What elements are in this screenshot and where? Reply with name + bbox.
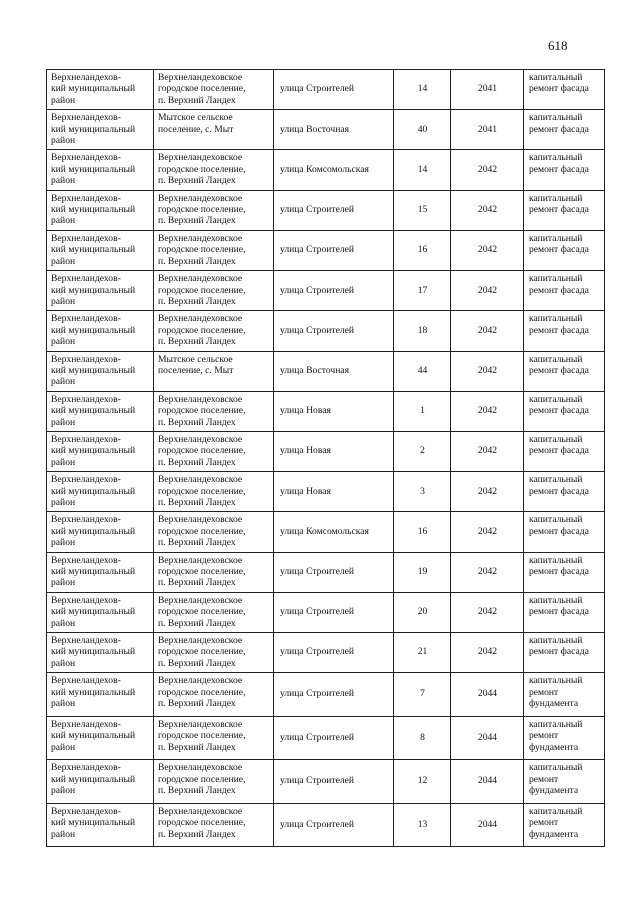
street-cell: улица Строителей — [274, 592, 394, 632]
house-number-cell: 1 — [394, 391, 451, 431]
street-cell: улица Новая — [274, 431, 394, 471]
cell-text-line: ремонт фасада — [529, 204, 589, 216]
year-cell: 2041 — [451, 70, 524, 110]
cell-text-line: Верхнеландеховское — [158, 718, 243, 730]
district-cell — [47, 110, 154, 150]
settlement-cell — [154, 311, 274, 351]
cell-text-line: район — [51, 698, 76, 710]
cell-text-line: капитальный — [529, 232, 583, 244]
table-row — [47, 512, 605, 552]
cell-text-line: п. Верхний Ландех — [158, 785, 236, 797]
cell-text-line: кий муниципальный — [51, 606, 136, 618]
cell-text-line: Верхнеландеховское — [158, 675, 243, 687]
cell-text-line: п. Верхний Ландех — [158, 255, 236, 267]
cell-text-line: капитальный — [529, 594, 583, 606]
cell-text-line: Верхнеландеховское — [158, 152, 243, 164]
cell-text-line: кий муниципальный — [51, 646, 136, 658]
cell-text-line: ремонт фасада — [529, 324, 589, 336]
cell-text-line: кий муниципальный — [51, 123, 136, 135]
cell-text-line: район — [51, 295, 76, 307]
cell-text-line: Верхнеландеховское — [158, 273, 243, 285]
district-cell — [47, 391, 154, 431]
cell-text-line: район — [51, 135, 76, 147]
table-row — [47, 311, 605, 351]
street-cell: улица Строителей — [274, 70, 394, 110]
year-cell: 2044 — [451, 716, 524, 760]
cell-text-line: капитальный — [529, 805, 583, 817]
cell-text-line: Верхнеландехов- — [51, 112, 121, 124]
cell-text-line: район — [51, 255, 76, 267]
cell-text-line: Верхнеландехов- — [51, 72, 121, 83]
cell-text-line: Верхнеландехов- — [51, 192, 121, 204]
house-number-cell: 13 — [394, 803, 451, 847]
cell-text-line: Верхнеландехов- — [51, 762, 121, 774]
cell-text-line: капитальный — [529, 393, 583, 405]
work-type-cell — [524, 271, 605, 311]
settlement-cell — [154, 760, 274, 804]
cell-text-line: п. Верхний Ландех — [158, 456, 236, 468]
cell-text-line: ремонт фасада — [529, 445, 589, 457]
settlement-cell — [154, 472, 274, 512]
year-cell: 2042 — [451, 552, 524, 592]
table-row — [47, 70, 605, 110]
cell-text-line: Верхнеландеховское — [158, 635, 243, 647]
work-type-cell — [524, 472, 605, 512]
work-type-cell — [524, 552, 605, 592]
cell-text-line: ремонт — [529, 817, 559, 829]
cell-text-line: капитальный — [529, 112, 583, 124]
cell-text-line: городское поселение, — [158, 324, 246, 336]
cell-text-line: городское поселение, — [158, 244, 246, 256]
table-row — [47, 633, 605, 673]
cell-text-line: капитальный — [529, 635, 583, 647]
table-row — [47, 716, 605, 760]
work-type-cell — [524, 512, 605, 552]
work-type-cell — [524, 592, 605, 632]
cell-text-line: кий муниципальный — [51, 485, 136, 497]
settlement-cell — [154, 552, 274, 592]
year-cell: 2042 — [451, 431, 524, 471]
cell-text-line: кий муниципальный — [51, 284, 136, 296]
settlement-cell — [154, 150, 274, 190]
cell-text-line: район — [51, 785, 76, 797]
settlement-cell — [154, 230, 274, 270]
settlement-cell — [154, 431, 274, 471]
work-type-cell — [524, 391, 605, 431]
table-row — [47, 472, 605, 512]
cell-text-line: капитальный — [529, 72, 583, 83]
house-number-cell: 19 — [394, 552, 451, 592]
year-cell: 2041 — [451, 110, 524, 150]
work-type-cell — [524, 190, 605, 230]
cell-text-line: Верхнеландехов- — [51, 554, 121, 566]
cell-text-line: район — [51, 376, 76, 388]
cell-text-line: кий муниципальный — [51, 730, 136, 742]
year-cell: 2044 — [451, 760, 524, 804]
cell-text-line: городское поселение, — [158, 405, 246, 417]
cell-text-line: кий муниципальный — [51, 163, 136, 175]
house-number-cell: 8 — [394, 716, 451, 760]
cell-text-line: городское поселение, — [158, 204, 246, 216]
year-cell: 2042 — [451, 592, 524, 632]
cell-text-line: ремонт фасада — [529, 83, 589, 95]
cell-text-line: Верхнеландеховское — [158, 762, 243, 774]
cell-text-line: ремонт — [529, 686, 559, 698]
house-number-cell: 7 — [394, 673, 451, 717]
house-number-cell: 14 — [394, 150, 451, 190]
street-cell: улица Строителей — [274, 552, 394, 592]
cell-text-line: городское поселение, — [158, 83, 246, 95]
cell-text-line: городское поселение, — [158, 284, 246, 296]
street-cell: улица Новая — [274, 391, 394, 431]
cell-text-line: п. Верхний Ландех — [158, 416, 236, 428]
cell-text-line: кий муниципальный — [51, 773, 136, 785]
cell-text-line: Верхнеландехов- — [51, 718, 121, 730]
street-cell: улица Комсомольская — [274, 150, 394, 190]
cell-text-line: район — [51, 456, 76, 468]
work-type-cell — [524, 230, 605, 270]
cell-text-line: п. Верхний Ландех — [158, 577, 236, 589]
house-number-cell: 18 — [394, 311, 451, 351]
table-row — [47, 271, 605, 311]
table-row — [47, 190, 605, 230]
work-type-cell — [524, 110, 605, 150]
cell-text-line: кий муниципальный — [51, 445, 136, 457]
street-cell: улица Восточная — [274, 351, 394, 391]
cell-text-line: п. Верхний Ландех — [158, 175, 236, 187]
table-row — [47, 351, 605, 391]
house-number-cell: 20 — [394, 592, 451, 632]
house-number-cell: 2 — [394, 431, 451, 471]
cell-text-line: капитальный — [529, 474, 583, 486]
house-number-cell: 16 — [394, 230, 451, 270]
cell-text-line: кий муниципальный — [51, 525, 136, 537]
year-cell: 2044 — [451, 673, 524, 717]
work-type-cell — [524, 716, 605, 760]
cell-text-line: район — [51, 94, 76, 106]
street-cell: улица Строителей — [274, 673, 394, 717]
year-cell: 2042 — [451, 472, 524, 512]
district-cell — [47, 70, 154, 110]
cell-text-line: район — [51, 657, 76, 669]
cell-text-line: городское поселение, — [158, 485, 246, 497]
cell-text-line: капитальный — [529, 192, 583, 204]
cell-text-line: Верхнеландеховское — [158, 474, 243, 486]
settlement-cell — [154, 633, 274, 673]
cell-text-line: Верхнеландехов- — [51, 273, 121, 285]
table-body — [47, 70, 605, 847]
cell-text-line: капитальный — [529, 554, 583, 566]
cell-text-line: капитальный — [529, 718, 583, 730]
district-cell — [47, 803, 154, 847]
settlement-cell — [154, 716, 274, 760]
house-number-cell: 14 — [394, 70, 451, 110]
street-cell: улица Строителей — [274, 230, 394, 270]
cell-text-line: район — [51, 577, 76, 589]
table-row — [47, 760, 605, 804]
cell-text-line: капитальный — [529, 675, 583, 687]
cell-text-line: капитальный — [529, 353, 583, 365]
cell-text-line: кий муниципальный — [51, 244, 136, 256]
house-number-cell: 16 — [394, 512, 451, 552]
cell-text-line: Верхнеландеховское — [158, 594, 243, 606]
cell-text-line: ремонт фасада — [529, 525, 589, 537]
cell-text-line: п. Верхний Ландех — [158, 741, 236, 753]
cell-text-line: ремонт фасада — [529, 606, 589, 618]
work-type-cell — [524, 311, 605, 351]
year-cell: 2042 — [451, 391, 524, 431]
cell-text-line: ремонт фасада — [529, 405, 589, 417]
cell-text-line: кий муниципальный — [51, 204, 136, 216]
cell-text-line: кий муниципальный — [51, 324, 136, 336]
house-number-cell: 3 — [394, 472, 451, 512]
work-type-cell — [524, 673, 605, 717]
cell-text-line: п. Верхний Ландех — [158, 215, 236, 227]
settlement-cell — [154, 271, 274, 311]
district-cell — [47, 716, 154, 760]
table-row — [47, 230, 605, 270]
table-row — [47, 391, 605, 431]
cell-text-line: кий муниципальный — [51, 566, 136, 578]
cell-text-line: п. Верхний Ландех — [158, 336, 236, 348]
cell-text-line: Верхнеландехов- — [51, 594, 121, 606]
cell-text-line: кий муниципальный — [51, 686, 136, 698]
table-row — [47, 592, 605, 632]
cell-text-line: ремонт фасада — [529, 163, 589, 175]
cell-text-line: капитальный — [529, 514, 583, 526]
cell-text-line: городское поселение, — [158, 163, 246, 175]
street-cell: улица Восточная — [274, 110, 394, 150]
year-cell: 2042 — [451, 512, 524, 552]
cell-text-line: район — [51, 336, 76, 348]
cell-text-line: Верхнеландехов- — [51, 232, 121, 244]
district-cell — [47, 230, 154, 270]
settlement-cell — [154, 391, 274, 431]
cell-text-line: ремонт фасада — [529, 566, 589, 578]
year-cell: 2042 — [451, 150, 524, 190]
cell-text-line: фундамента — [529, 785, 579, 797]
year-cell: 2042 — [451, 311, 524, 351]
street-cell: улица Строителей — [274, 190, 394, 230]
year-cell: 2042 — [451, 190, 524, 230]
district-cell — [47, 311, 154, 351]
cell-text-line: п. Верхний Ландех — [158, 497, 236, 508]
cell-text-line: ремонт фасада — [529, 364, 589, 376]
cell-text-line: капитальный — [529, 313, 583, 325]
street-cell: улица Строителей — [274, 760, 394, 804]
cell-text-line: район — [51, 497, 76, 508]
cell-text-line: Верхнеландехов- — [51, 152, 121, 164]
cell-text-line: городское поселение, — [158, 445, 246, 457]
year-cell: 2042 — [451, 633, 524, 673]
cell-text-line: ремонт фасада — [529, 646, 589, 658]
cell-text-line: городское поселение, — [158, 646, 246, 658]
cell-text-line: ремонт фасада — [529, 284, 589, 296]
district-cell — [47, 271, 154, 311]
work-type-cell — [524, 431, 605, 471]
house-number-cell: 17 — [394, 271, 451, 311]
repair-schedule-table — [46, 69, 605, 847]
cell-text-line: Верхнеландеховское — [158, 554, 243, 566]
cell-text-line: Верхнеландеховское — [158, 805, 243, 817]
cell-text-line: район — [51, 828, 76, 840]
cell-text-line: ремонт фасада — [529, 123, 589, 135]
year-cell: 2042 — [451, 230, 524, 270]
cell-text-line: капитальный — [529, 152, 583, 164]
cell-text-line: кий муниципальный — [51, 364, 136, 376]
cell-text-line: кий муниципальный — [51, 405, 136, 417]
cell-text-line: район — [51, 741, 76, 753]
work-type-cell — [524, 351, 605, 391]
street-cell: улица Строителей — [274, 633, 394, 673]
year-cell: 2042 — [451, 351, 524, 391]
settlement-cell — [154, 110, 274, 150]
cell-text-line: Верхнеландехов- — [51, 635, 121, 647]
cell-text-line: Верхнеландеховское — [158, 192, 243, 204]
cell-text-line: городское поселение, — [158, 525, 246, 537]
cell-text-line: поселение, с. Мыт — [158, 123, 234, 135]
cell-text-line: Верхнеландехов- — [51, 805, 121, 817]
cell-text-line: Верхнеландехов- — [51, 433, 121, 445]
settlement-cell — [154, 592, 274, 632]
cell-text-line: кий муниципальный — [51, 83, 136, 95]
cell-text-line: ремонт фасада — [529, 244, 589, 256]
table-row — [47, 150, 605, 190]
cell-text-line: капитальный — [529, 762, 583, 774]
cell-text-line: городское поселение, — [158, 730, 246, 742]
year-cell: 2042 — [451, 271, 524, 311]
cell-text-line: кий муниципальный — [51, 817, 136, 829]
work-type-cell — [524, 70, 605, 110]
cell-text-line: район — [51, 617, 76, 629]
settlement-cell — [154, 512, 274, 552]
district-cell — [47, 592, 154, 632]
cell-text-line: Верхнеландеховское — [158, 514, 243, 526]
district-cell — [47, 150, 154, 190]
table-row — [47, 673, 605, 717]
district-cell — [47, 673, 154, 717]
district-cell — [47, 472, 154, 512]
cell-text-line: городское поселение, — [158, 566, 246, 578]
cell-text-line: капитальный — [529, 433, 583, 445]
district-cell — [47, 760, 154, 804]
work-type-cell — [524, 803, 605, 847]
cell-text-line: п. Верхний Ландех — [158, 94, 236, 106]
settlement-cell — [154, 803, 274, 847]
cell-text-line: п. Верхний Ландех — [158, 657, 236, 669]
work-type-cell — [524, 150, 605, 190]
work-type-cell — [524, 760, 605, 804]
cell-text-line: ремонт фасада — [529, 485, 589, 497]
cell-text-line: капитальный — [529, 273, 583, 285]
cell-text-line: Верхнеландехов- — [51, 474, 121, 486]
work-type-cell — [524, 633, 605, 673]
cell-text-line: п. Верхний Ландех — [158, 537, 236, 549]
street-cell: улица Строителей — [274, 803, 394, 847]
cell-text-line: район — [51, 175, 76, 187]
cell-text-line: поселение, с. Мыт — [158, 364, 234, 376]
cell-text-line: Верхнеландехов- — [51, 353, 121, 365]
year-cell: 2044 — [451, 803, 524, 847]
cell-text-line: ремонт — [529, 773, 559, 785]
cell-text-line: Верхнеландеховское — [158, 313, 243, 325]
cell-text-line: городское поселение, — [158, 773, 246, 785]
house-number-cell: 21 — [394, 633, 451, 673]
cell-text-line: Мытское сельское — [158, 112, 233, 124]
cell-text-line: район — [51, 416, 76, 428]
cell-text-line: Верхнеландеховское — [158, 72, 243, 83]
cell-text-line: Верхнеландехов- — [51, 313, 121, 325]
settlement-cell — [154, 351, 274, 391]
cell-text-line: Верхнеландеховское — [158, 433, 243, 445]
cell-text-line: фундамента — [529, 698, 579, 710]
district-cell — [47, 190, 154, 230]
house-number-cell: 15 — [394, 190, 451, 230]
cell-text-line: Верхнеландехов- — [51, 514, 121, 526]
cell-text-line: городское поселение, — [158, 817, 246, 829]
table-row — [47, 431, 605, 471]
cell-text-line: Мытское сельское — [158, 353, 233, 365]
district-cell — [47, 552, 154, 592]
street-cell: улица Новая — [274, 472, 394, 512]
cell-text-line: п. Верхний Ландех — [158, 828, 236, 840]
table-row — [47, 110, 605, 150]
house-number-cell: 12 — [394, 760, 451, 804]
cell-text-line: п. Верхний Ландех — [158, 295, 236, 307]
district-cell — [47, 351, 154, 391]
table-row — [47, 803, 605, 847]
house-number-cell: 44 — [394, 351, 451, 391]
settlement-cell — [154, 190, 274, 230]
district-cell — [47, 633, 154, 673]
cell-text-line: фундамента — [529, 828, 579, 840]
cell-text-line: Верхнеландеховское — [158, 393, 243, 405]
street-cell: улица Строителей — [274, 311, 394, 351]
cell-text-line: городское поселение, — [158, 606, 246, 618]
settlement-cell — [154, 673, 274, 717]
district-cell — [47, 431, 154, 471]
street-cell: улица Строителей — [274, 271, 394, 311]
cell-text-line: Верхнеландехов- — [51, 675, 121, 687]
street-cell: улица Комсомольская — [274, 512, 394, 552]
cell-text-line: Верхнеландеховское — [158, 232, 243, 244]
cell-text-line: городское поселение, — [158, 686, 246, 698]
cell-text-line: ремонт — [529, 730, 559, 742]
page-number: 618 — [548, 38, 568, 53]
street-cell: улица Строителей — [274, 716, 394, 760]
cell-text-line: п. Верхний Ландех — [158, 617, 236, 629]
cell-text-line: район — [51, 215, 76, 227]
district-cell — [47, 512, 154, 552]
settlement-cell — [154, 70, 274, 110]
cell-text-line: п. Верхний Ландех — [158, 698, 236, 710]
table-row — [47, 552, 605, 592]
cell-text-line: Верхнеландехов- — [51, 393, 121, 405]
cell-text-line: район — [51, 537, 76, 549]
cell-text-line: фундамента — [529, 741, 579, 753]
house-number-cell: 40 — [394, 110, 451, 150]
